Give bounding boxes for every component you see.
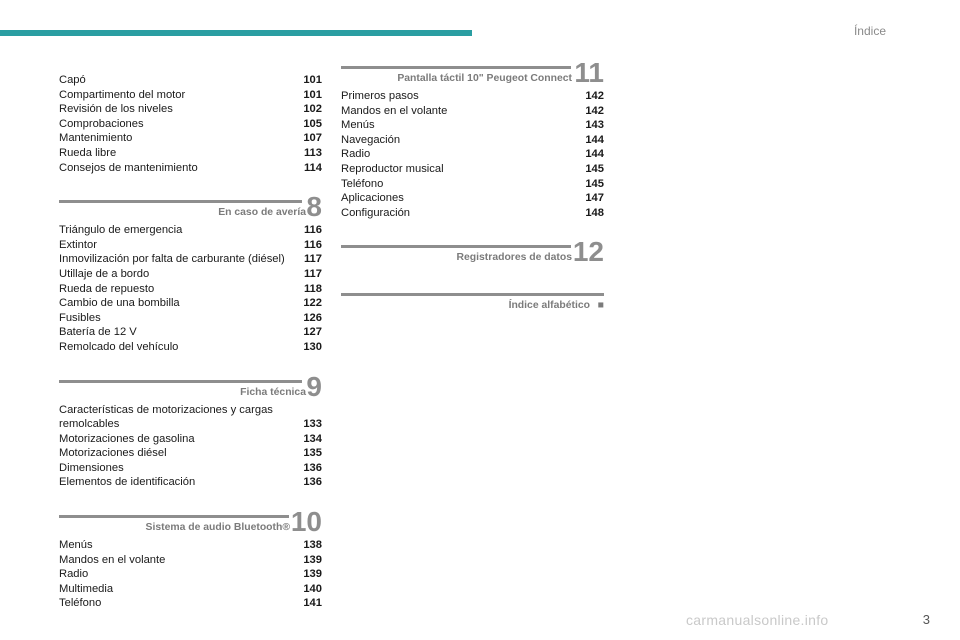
section-rule <box>341 66 571 69</box>
section-rule <box>341 245 571 248</box>
entry-label: Radio <box>341 148 371 161</box>
toc-entry[interactable] <box>59 461 322 476</box>
entry-page-number: 138 <box>303 539 322 552</box>
section-header[interactable] <box>59 506 322 538</box>
toc-entry[interactable] <box>59 538 322 553</box>
section-title: Sistema de audio Bluetooth® <box>145 522 290 534</box>
entry-page-number: 117 <box>303 267 322 280</box>
toc-entry[interactable] <box>59 311 322 326</box>
section-rule <box>59 200 302 203</box>
toc-entry[interactable] <box>59 403 322 418</box>
entry-page-number: 135 <box>303 447 322 460</box>
entry-page-number: 141 <box>303 597 322 610</box>
entry-label: Menús <box>59 539 93 552</box>
entry-label: Consejos de mantenimiento <box>59 161 198 174</box>
entry-page-number: 113 <box>303 146 322 159</box>
entry-page-number: 122 <box>303 297 322 310</box>
watermark: carmanualsonline.info <box>686 612 829 628</box>
entry-label: Mantenimiento <box>59 132 133 145</box>
entry-page-number: 117 <box>303 253 322 266</box>
entry-label: Navegación <box>341 133 401 146</box>
entry-page-number: 101 <box>303 88 322 101</box>
entry-label: Remolcado del vehículo <box>59 340 179 353</box>
section-title: Registradores de datos <box>456 252 572 264</box>
toc-entry[interactable] <box>59 88 322 103</box>
toc-entry[interactable] <box>59 553 322 568</box>
toc-entry[interactable] <box>341 177 604 192</box>
section-rule <box>59 515 289 518</box>
entry-label: Cambio de una bombilla <box>59 297 180 310</box>
entry-page-number: 118 <box>303 282 322 295</box>
toc-entry[interactable] <box>341 147 604 162</box>
entry-label: Compartimento del motor <box>59 88 186 101</box>
toc-entry[interactable] <box>59 475 322 490</box>
entry-page-number: 136 <box>303 476 322 489</box>
toc-entry[interactable] <box>59 446 322 461</box>
entry-label: Teléfono <box>59 597 102 610</box>
toc-entry[interactable] <box>341 104 604 119</box>
section-rule <box>341 293 604 296</box>
toc-entry[interactable] <box>341 118 604 133</box>
toc-entry[interactable] <box>59 417 322 432</box>
entry-page-number: 114 <box>303 161 322 174</box>
toc-entry[interactable] <box>59 117 322 132</box>
section-number: 11 <box>574 57 604 88</box>
entry-label: Revisión de los niveles <box>59 103 173 116</box>
entry-label: Rueda de repuesto <box>59 282 155 295</box>
section-8 <box>59 191 322 354</box>
entry-page-number: 147 <box>585 192 604 205</box>
square-bullet-icon: ■ <box>597 300 604 312</box>
entry-page-number: 126 <box>303 311 322 324</box>
entry-list <box>341 89 604 220</box>
entry-page-number: 148 <box>585 206 604 219</box>
entry-label: Dimensiones <box>59 461 124 474</box>
section-header[interactable] <box>59 191 322 223</box>
entry-label: Mandos en el volante <box>59 553 166 566</box>
toc-entry[interactable] <box>341 89 604 104</box>
entry-list <box>59 538 322 611</box>
entry-label: Reproductor musical <box>341 162 444 175</box>
toc-entry[interactable] <box>59 432 322 447</box>
toc-entry[interactable] <box>59 238 322 253</box>
section-number: 12 <box>572 236 604 268</box>
entry-label: remolcables <box>59 418 120 431</box>
section-alphabetical-index <box>341 288 604 316</box>
entry-page-number: 140 <box>303 582 322 595</box>
entry-page-number: 101 <box>303 74 322 86</box>
entry-label: Batería de 12 V <box>59 326 137 339</box>
entry-page-number: 144 <box>585 133 604 146</box>
toc-entry[interactable] <box>59 252 322 267</box>
header-accent-bar <box>0 30 472 36</box>
entry-label: Aplicaciones <box>341 192 404 205</box>
toc-entry[interactable] <box>59 596 322 611</box>
page-number: 3 <box>922 612 930 627</box>
section-maintenance-continued <box>59 73 322 175</box>
toc-entry[interactable] <box>59 161 322 176</box>
entry-page-number: 127 <box>303 326 322 339</box>
entry-page-number: 116 <box>303 224 322 237</box>
toc-entry[interactable] <box>341 206 604 221</box>
toc-entry[interactable] <box>59 131 322 146</box>
entry-list <box>59 403 322 491</box>
entry-page-number: 116 <box>303 238 322 251</box>
toc-left-column <box>59 73 322 611</box>
toc-entry[interactable] <box>59 325 322 340</box>
toc-entry[interactable] <box>59 223 322 238</box>
entry-label: Primeros pasos <box>341 90 419 102</box>
entry-label: Características de motorizaciones y cargas <box>59 403 273 416</box>
toc-entry[interactable] <box>59 102 322 117</box>
entry-label: Utillaje de a bordo <box>59 267 150 280</box>
section-9 <box>59 370 322 491</box>
section-header[interactable] <box>341 57 604 89</box>
entry-page-number: 105 <box>303 117 322 130</box>
section-title: Índice alfabético <box>508 300 590 312</box>
entry-label: Mandos en el volante <box>341 104 448 117</box>
section-number: 8 <box>306 191 322 223</box>
entry-page-number: 134 <box>303 432 322 445</box>
section-title: Pantalla táctil 10" Peugeot Connect <box>397 73 572 84</box>
entry-label: Multimedia <box>59 582 114 595</box>
entry-list <box>59 73 322 175</box>
entry-page-number: 107 <box>303 132 322 145</box>
section-header[interactable] <box>59 370 322 403</box>
section-header[interactable] <box>341 236 604 268</box>
toc-right-column <box>341 57 604 316</box>
entry-label: Rueda libre <box>59 146 117 159</box>
entry-label: Triángulo de emergencia <box>59 224 183 237</box>
entry-label: Motorizaciones diésel <box>59 447 167 460</box>
section-title: En caso de avería <box>218 207 306 219</box>
entry-page-number: 102 <box>303 103 322 116</box>
section-12 <box>341 236 604 268</box>
section-number: 9 <box>306 370 322 402</box>
entry-page-number: 130 <box>303 340 322 353</box>
entry-page-number: 145 <box>585 162 604 175</box>
entry-label: Elementos de identificación <box>59 476 196 489</box>
entry-label: Teléfono <box>341 177 384 190</box>
entry-page-number: 139 <box>303 568 322 581</box>
entry-label: Extintor <box>59 238 97 251</box>
header-title: Índice <box>853 24 886 38</box>
entry-label: Inmovilización por falta de carburante (diésel) <box>59 253 285 266</box>
section-title: Ficha técnica <box>240 386 306 398</box>
entry-page-number: 136 <box>303 461 322 474</box>
entry-label: Fusibles <box>59 311 101 324</box>
toc-entry[interactable] <box>59 340 322 355</box>
toc-entry[interactable] <box>341 133 604 148</box>
entry-label: Radio <box>59 568 89 581</box>
toc-entry[interactable] <box>341 162 604 177</box>
toc-entry[interactable] <box>59 146 322 161</box>
toc-entry[interactable] <box>59 73 322 88</box>
entry-page-number: 143 <box>585 119 604 132</box>
section-11 <box>341 57 604 220</box>
section-10 <box>59 506 322 611</box>
entry-page-number: 145 <box>585 177 604 190</box>
entry-label: Menús <box>341 119 375 132</box>
section-header[interactable] <box>341 288 604 316</box>
entry-label: Configuración <box>341 206 411 219</box>
section-rule <box>59 380 302 383</box>
entry-page-number: 133 <box>303 418 322 431</box>
entry-label: Motorizaciones de gasolina <box>59 432 195 445</box>
toc-entry[interactable] <box>59 267 322 282</box>
entry-page-number: 142 <box>585 104 604 117</box>
entry-page-number: 144 <box>585 148 604 161</box>
toc-entry[interactable] <box>341 191 604 206</box>
toc-entry[interactable] <box>59 567 322 582</box>
entry-page-number: 139 <box>303 553 322 566</box>
entry-label: Capó <box>59 74 86 86</box>
toc-entry[interactable] <box>59 582 322 597</box>
entry-page-number: 142 <box>585 90 604 102</box>
toc-entry[interactable] <box>59 296 322 311</box>
section-number: 10 <box>290 506 322 538</box>
entry-label: Comprobaciones <box>59 117 144 130</box>
toc-entry[interactable] <box>59 282 322 297</box>
entry-list <box>59 223 322 354</box>
